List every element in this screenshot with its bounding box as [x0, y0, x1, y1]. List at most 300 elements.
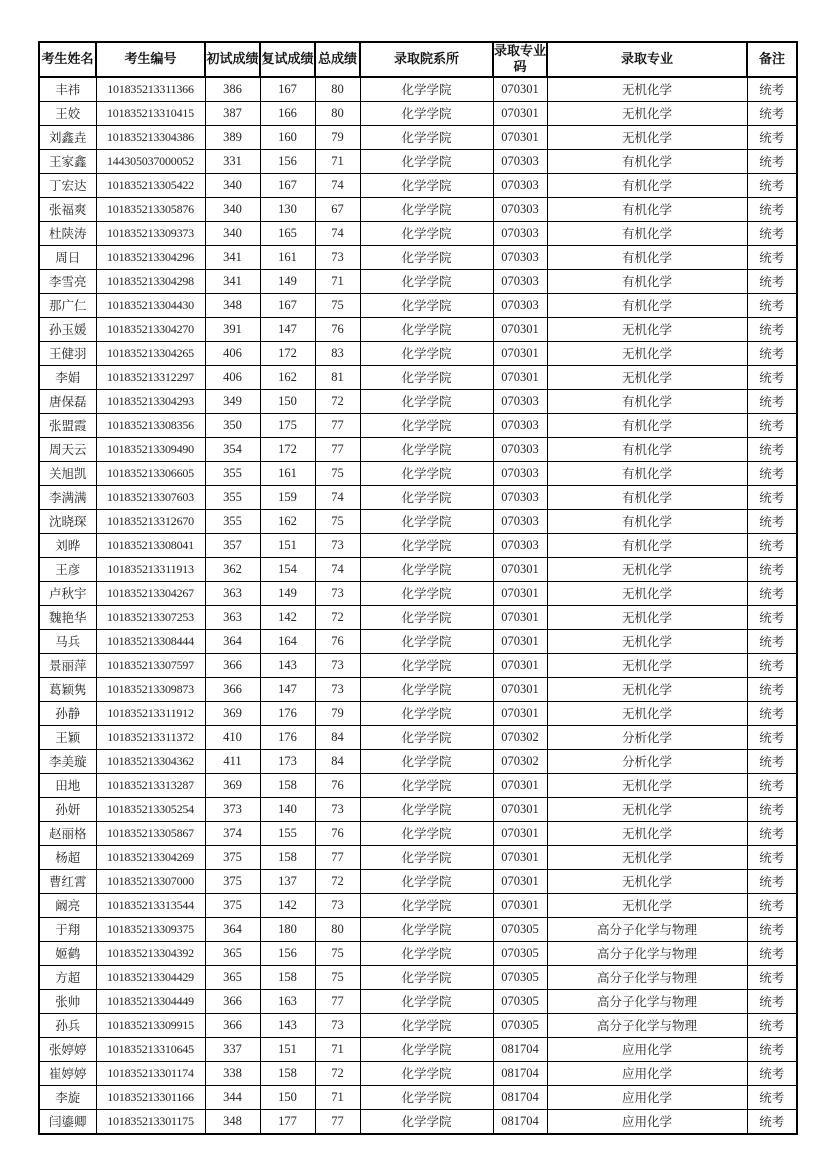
cell-id: 101835213304269 — [96, 845, 205, 869]
cell-id: 101835213304293 — [96, 389, 205, 413]
table-row — [39, 773, 797, 797]
cell-major: 无机化学 — [547, 821, 747, 845]
cell-total_score: 73 — [315, 653, 360, 677]
cell-initial_score: 341 — [205, 269, 260, 293]
cell-remark: 统考 — [747, 557, 797, 581]
cell-total_score: 80 — [315, 101, 360, 125]
cell-total_score: 74 — [315, 221, 360, 245]
cell-name: 唐保磊 — [39, 389, 96, 413]
cell-major: 应用化学 — [547, 1085, 747, 1109]
cell-initial_score: 337 — [205, 1037, 260, 1061]
cell-major_code: 070301 — [493, 605, 547, 629]
cell-dept: 化学学院 — [360, 461, 493, 485]
cell-retest_score: 150 — [260, 389, 315, 413]
cell-major_code: 070303 — [493, 437, 547, 461]
cell-major: 无机化学 — [547, 581, 747, 605]
cell-dept: 化学学院 — [360, 797, 493, 821]
cell-remark: 统考 — [747, 1037, 797, 1061]
table-row — [39, 245, 797, 269]
cell-major_code: 070301 — [493, 341, 547, 365]
cell-name: 崔婷婷 — [39, 1061, 96, 1085]
cell-total_score: 75 — [315, 965, 360, 989]
cell-major_code: 070301 — [493, 869, 547, 893]
cell-retest_score: 177 — [260, 1109, 315, 1134]
cell-initial_score: 369 — [205, 701, 260, 725]
cell-initial_score: 365 — [205, 965, 260, 989]
cell-dept: 化学学院 — [360, 77, 493, 102]
cell-total_score: 72 — [315, 605, 360, 629]
cell-dept: 化学学院 — [360, 965, 493, 989]
cell-retest_score: 167 — [260, 293, 315, 317]
cell-major: 分析化学 — [547, 725, 747, 749]
cell-dept: 化学学院 — [360, 269, 493, 293]
cell-major_code: 070301 — [493, 701, 547, 725]
cell-remark: 统考 — [747, 605, 797, 629]
cell-total_score: 74 — [315, 557, 360, 581]
table-row — [39, 653, 797, 677]
cell-major: 无机化学 — [547, 557, 747, 581]
column-header-name: 考生姓名 — [39, 42, 96, 77]
cell-dept: 化学学院 — [360, 293, 493, 317]
column-header-major_code: 录取专业码 — [493, 42, 547, 77]
cell-name: 阚亮 — [39, 893, 96, 917]
table-row — [39, 1037, 797, 1061]
cell-retest_score: 151 — [260, 533, 315, 557]
cell-name: 方超 — [39, 965, 96, 989]
cell-major: 无机化学 — [547, 893, 747, 917]
table-row — [39, 917, 797, 941]
table-row — [39, 749, 797, 773]
cell-total_score: 73 — [315, 533, 360, 557]
cell-major: 无机化学 — [547, 365, 747, 389]
table-row — [39, 581, 797, 605]
cell-remark: 统考 — [747, 437, 797, 461]
cell-major_code: 070303 — [493, 461, 547, 485]
cell-dept: 化学学院 — [360, 1013, 493, 1037]
cell-remark: 统考 — [747, 533, 797, 557]
cell-retest_score: 172 — [260, 341, 315, 365]
table-row — [39, 989, 797, 1013]
cell-initial_score: 340 — [205, 173, 260, 197]
cell-initial_score: 366 — [205, 653, 260, 677]
cell-name: 丰祎 — [39, 77, 96, 102]
cell-id: 101835213304362 — [96, 749, 205, 773]
cell-total_score: 75 — [315, 461, 360, 485]
cell-dept: 化学学院 — [360, 677, 493, 701]
cell-dept: 化学学院 — [360, 845, 493, 869]
cell-dept: 化学学院 — [360, 413, 493, 437]
cell-name: 王健羽 — [39, 341, 96, 365]
cell-name: 周天云 — [39, 437, 96, 461]
cell-major_code: 070303 — [493, 509, 547, 533]
cell-dept: 化学学院 — [360, 389, 493, 413]
cell-total_score: 71 — [315, 1037, 360, 1061]
cell-major: 无机化学 — [547, 605, 747, 629]
cell-id: 101835213309873 — [96, 677, 205, 701]
cell-remark: 统考 — [747, 725, 797, 749]
cell-remark: 统考 — [747, 869, 797, 893]
cell-name: 王彦 — [39, 557, 96, 581]
cell-total_score: 73 — [315, 893, 360, 917]
cell-retest_score: 149 — [260, 269, 315, 293]
cell-id: 101835213313287 — [96, 773, 205, 797]
cell-major_code: 070301 — [493, 317, 547, 341]
cell-initial_score: 355 — [205, 485, 260, 509]
cell-major: 有机化学 — [547, 293, 747, 317]
cell-id: 101835213304429 — [96, 965, 205, 989]
cell-dept: 化学学院 — [360, 101, 493, 125]
cell-total_score: 73 — [315, 581, 360, 605]
cell-retest_score: 176 — [260, 701, 315, 725]
cell-initial_score: 344 — [205, 1085, 260, 1109]
cell-major_code: 070303 — [493, 149, 547, 173]
cell-total_score: 75 — [315, 509, 360, 533]
cell-name: 张福爽 — [39, 197, 96, 221]
cell-major: 无机化学 — [547, 125, 747, 149]
cell-id: 101835213304265 — [96, 341, 205, 365]
cell-dept: 化学学院 — [360, 893, 493, 917]
cell-major_code: 070303 — [493, 269, 547, 293]
cell-remark: 统考 — [747, 125, 797, 149]
table-row — [39, 1061, 797, 1085]
cell-dept: 化学学院 — [360, 197, 493, 221]
cell-major_code: 070302 — [493, 749, 547, 773]
table-row — [39, 101, 797, 125]
column-header-initial_score: 初试成绩 — [205, 42, 260, 77]
cell-initial_score: 349 — [205, 389, 260, 413]
cell-major_code: 070303 — [493, 173, 547, 197]
cell-total_score: 76 — [315, 317, 360, 341]
table-row — [39, 893, 797, 917]
cell-id: 144305037000052 — [96, 149, 205, 173]
cell-name: 李雪亮 — [39, 269, 96, 293]
cell-retest_score: 162 — [260, 509, 315, 533]
cell-remark: 统考 — [747, 1061, 797, 1085]
cell-id: 101835213301166 — [96, 1085, 205, 1109]
cell-name: 孙兵 — [39, 1013, 96, 1037]
cell-initial_score: 348 — [205, 293, 260, 317]
cell-dept: 化学学院 — [360, 365, 493, 389]
cell-initial_score: 350 — [205, 413, 260, 437]
cell-remark: 统考 — [747, 1109, 797, 1134]
cell-name: 沈晓琛 — [39, 509, 96, 533]
cell-total_score: 76 — [315, 821, 360, 845]
table-row — [39, 629, 797, 653]
cell-remark: 统考 — [747, 749, 797, 773]
cell-retest_score: 159 — [260, 485, 315, 509]
cell-id: 101835213305422 — [96, 173, 205, 197]
cell-dept: 化学学院 — [360, 773, 493, 797]
cell-major_code: 070301 — [493, 821, 547, 845]
cell-dept: 化学学院 — [360, 869, 493, 893]
table-row — [39, 437, 797, 461]
cell-name: 葛颖隽 — [39, 677, 96, 701]
cell-remark: 统考 — [747, 701, 797, 725]
cell-remark: 统考 — [747, 149, 797, 173]
cell-dept: 化学学院 — [360, 653, 493, 677]
cell-initial_score: 375 — [205, 869, 260, 893]
table-row — [39, 701, 797, 725]
cell-remark: 统考 — [747, 797, 797, 821]
cell-major_code: 070305 — [493, 941, 547, 965]
cell-major_code: 070301 — [493, 557, 547, 581]
cell-id: 101835213306605 — [96, 461, 205, 485]
cell-dept: 化学学院 — [360, 245, 493, 269]
cell-id: 101835213311912 — [96, 701, 205, 725]
cell-remark: 统考 — [747, 221, 797, 245]
cell-remark: 统考 — [747, 581, 797, 605]
cell-retest_score: 147 — [260, 677, 315, 701]
cell-retest_score: 151 — [260, 1037, 315, 1061]
cell-id: 101835213304392 — [96, 941, 205, 965]
cell-remark: 统考 — [747, 461, 797, 485]
cell-name: 赵丽格 — [39, 821, 96, 845]
cell-name: 杨超 — [39, 845, 96, 869]
cell-major_code: 070301 — [493, 581, 547, 605]
table-row — [39, 1109, 797, 1134]
cell-major_code: 070303 — [493, 533, 547, 557]
cell-initial_score: 389 — [205, 125, 260, 149]
cell-total_score: 77 — [315, 437, 360, 461]
cell-major: 高分子化学与物理 — [547, 965, 747, 989]
table-row — [39, 605, 797, 629]
cell-retest_score: 147 — [260, 317, 315, 341]
cell-retest_score: 142 — [260, 893, 315, 917]
cell-major_code: 070301 — [493, 797, 547, 821]
cell-major_code: 070303 — [493, 389, 547, 413]
cell-initial_score: 338 — [205, 1061, 260, 1085]
cell-total_score: 81 — [315, 365, 360, 389]
table-row — [39, 869, 797, 893]
table-row — [39, 173, 797, 197]
table-row — [39, 941, 797, 965]
cell-major: 有机化学 — [547, 533, 747, 557]
cell-major: 有机化学 — [547, 269, 747, 293]
cell-total_score: 71 — [315, 149, 360, 173]
cell-total_score: 79 — [315, 125, 360, 149]
cell-name: 杜陕涛 — [39, 221, 96, 245]
cell-id: 101835213304430 — [96, 293, 205, 317]
cell-id: 101835213309373 — [96, 221, 205, 245]
cell-remark: 统考 — [747, 317, 797, 341]
cell-id: 101835213310415 — [96, 101, 205, 125]
cell-major: 有机化学 — [547, 485, 747, 509]
cell-id: 101835213312670 — [96, 509, 205, 533]
cell-remark: 统考 — [747, 77, 797, 102]
cell-total_score: 80 — [315, 917, 360, 941]
cell-major: 有机化学 — [547, 149, 747, 173]
cell-initial_score: 362 — [205, 557, 260, 581]
cell-remark: 统考 — [747, 677, 797, 701]
cell-dept: 化学学院 — [360, 581, 493, 605]
cell-dept: 化学学院 — [360, 485, 493, 509]
cell-major: 有机化学 — [547, 173, 747, 197]
cell-major_code: 070303 — [493, 485, 547, 509]
cell-retest_score: 137 — [260, 869, 315, 893]
cell-total_score: 76 — [315, 773, 360, 797]
cell-retest_score: 165 — [260, 221, 315, 245]
cell-major: 无机化学 — [547, 797, 747, 821]
cell-major_code: 070301 — [493, 629, 547, 653]
cell-major: 分析化学 — [547, 749, 747, 773]
cell-total_score: 72 — [315, 1061, 360, 1085]
cell-remark: 统考 — [747, 341, 797, 365]
cell-id: 101835213305254 — [96, 797, 205, 821]
cell-major_code: 081704 — [493, 1085, 547, 1109]
cell-major: 有机化学 — [547, 509, 747, 533]
cell-major_code: 070303 — [493, 293, 547, 317]
column-header-id: 考生编号 — [96, 42, 205, 77]
table-row — [39, 317, 797, 341]
table-row — [39, 341, 797, 365]
cell-major: 无机化学 — [547, 869, 747, 893]
cell-major_code: 070301 — [493, 101, 547, 125]
cell-dept: 化学学院 — [360, 629, 493, 653]
cell-retest_score: 150 — [260, 1085, 315, 1109]
column-header-total_score: 总成绩 — [315, 42, 360, 77]
cell-retest_score: 154 — [260, 557, 315, 581]
cell-retest_score: 158 — [260, 773, 315, 797]
cell-id: 101835213311913 — [96, 557, 205, 581]
cell-remark: 统考 — [747, 509, 797, 533]
cell-dept: 化学学院 — [360, 341, 493, 365]
cell-initial_score: 375 — [205, 845, 260, 869]
cell-name: 关旭凯 — [39, 461, 96, 485]
cell-id: 101835213304296 — [96, 245, 205, 269]
cell-initial_score: 365 — [205, 941, 260, 965]
cell-name: 刘鑫垚 — [39, 125, 96, 149]
cell-major: 高分子化学与物理 — [547, 917, 747, 941]
table-row — [39, 365, 797, 389]
cell-dept: 化学学院 — [360, 1109, 493, 1134]
cell-retest_score: 149 — [260, 581, 315, 605]
cell-dept: 化学学院 — [360, 173, 493, 197]
admission-table — [38, 41, 798, 1135]
header-row — [39, 42, 797, 77]
cell-major_code: 070305 — [493, 1013, 547, 1037]
cell-name: 闫鎏卿 — [39, 1109, 96, 1134]
cell-dept: 化学学院 — [360, 821, 493, 845]
cell-major_code: 070305 — [493, 965, 547, 989]
cell-initial_score: 387 — [205, 101, 260, 125]
cell-major_code: 081704 — [493, 1109, 547, 1134]
table-row — [39, 965, 797, 989]
table-row — [39, 821, 797, 845]
cell-name: 张婷婷 — [39, 1037, 96, 1061]
cell-id: 101835213304270 — [96, 317, 205, 341]
cell-major_code: 070301 — [493, 893, 547, 917]
table-row — [39, 677, 797, 701]
cell-retest_score: 175 — [260, 413, 315, 437]
cell-total_score: 74 — [315, 173, 360, 197]
cell-name: 李旋 — [39, 1085, 96, 1109]
cell-major_code: 070301 — [493, 125, 547, 149]
cell-dept: 化学学院 — [360, 437, 493, 461]
cell-retest_score: 156 — [260, 149, 315, 173]
cell-initial_score: 354 — [205, 437, 260, 461]
cell-initial_score: 341 — [205, 245, 260, 269]
cell-dept: 化学学院 — [360, 701, 493, 725]
cell-major_code: 070305 — [493, 917, 547, 941]
cell-remark: 统考 — [747, 1085, 797, 1109]
cell-name: 孙妍 — [39, 797, 96, 821]
cell-retest_score: 166 — [260, 101, 315, 125]
cell-name: 孙静 — [39, 701, 96, 725]
cell-major_code: 070301 — [493, 653, 547, 677]
cell-retest_score: 158 — [260, 1061, 315, 1085]
cell-dept: 化学学院 — [360, 917, 493, 941]
cell-id: 101835213311372 — [96, 725, 205, 749]
table-row — [39, 461, 797, 485]
cell-retest_score: 155 — [260, 821, 315, 845]
cell-remark: 统考 — [747, 941, 797, 965]
cell-retest_score: 173 — [260, 749, 315, 773]
cell-remark: 统考 — [747, 1013, 797, 1037]
cell-id: 101835213307597 — [96, 653, 205, 677]
cell-major: 无机化学 — [547, 101, 747, 125]
cell-total_score: 74 — [315, 485, 360, 509]
cell-initial_score: 369 — [205, 773, 260, 797]
cell-initial_score: 355 — [205, 509, 260, 533]
cell-id: 101835213307603 — [96, 485, 205, 509]
cell-retest_score: 143 — [260, 653, 315, 677]
cell-dept: 化学学院 — [360, 125, 493, 149]
cell-major: 有机化学 — [547, 413, 747, 437]
table-row — [39, 293, 797, 317]
cell-remark: 统考 — [747, 821, 797, 845]
cell-id: 101835213307253 — [96, 605, 205, 629]
cell-remark: 统考 — [747, 485, 797, 509]
cell-total_score: 71 — [315, 1085, 360, 1109]
cell-major: 无机化学 — [547, 77, 747, 102]
cell-initial_score: 366 — [205, 677, 260, 701]
column-header-dept: 录取院系所 — [360, 42, 493, 77]
cell-major: 无机化学 — [547, 677, 747, 701]
cell-retest_score: 158 — [260, 845, 315, 869]
cell-id: 101835213301175 — [96, 1109, 205, 1134]
cell-remark: 统考 — [747, 413, 797, 437]
cell-name: 李美璇 — [39, 749, 96, 773]
cell-initial_score: 375 — [205, 893, 260, 917]
cell-initial_score: 340 — [205, 197, 260, 221]
column-header-major: 录取专业 — [547, 42, 747, 77]
cell-dept: 化学学院 — [360, 605, 493, 629]
cell-major: 高分子化学与物理 — [547, 941, 747, 965]
cell-total_score: 84 — [315, 749, 360, 773]
cell-remark: 统考 — [747, 197, 797, 221]
cell-initial_score: 411 — [205, 749, 260, 773]
table-row — [39, 725, 797, 749]
cell-remark: 统考 — [747, 245, 797, 269]
cell-id: 101835213304267 — [96, 581, 205, 605]
table-row — [39, 389, 797, 413]
cell-major: 无机化学 — [547, 341, 747, 365]
cell-initial_score: 363 — [205, 581, 260, 605]
cell-total_score: 72 — [315, 869, 360, 893]
cell-name: 丁宏达 — [39, 173, 96, 197]
cell-major: 有机化学 — [547, 461, 747, 485]
cell-name: 马兵 — [39, 629, 96, 653]
column-header-retest_score: 复试成绩 — [260, 42, 315, 77]
cell-major_code: 070301 — [493, 677, 547, 701]
cell-total_score: 76 — [315, 629, 360, 653]
cell-major_code: 070301 — [493, 845, 547, 869]
cell-initial_score: 386 — [205, 77, 260, 102]
cell-retest_score: 142 — [260, 605, 315, 629]
cell-major: 有机化学 — [547, 197, 747, 221]
cell-name: 那广仁 — [39, 293, 96, 317]
cell-name: 田地 — [39, 773, 96, 797]
